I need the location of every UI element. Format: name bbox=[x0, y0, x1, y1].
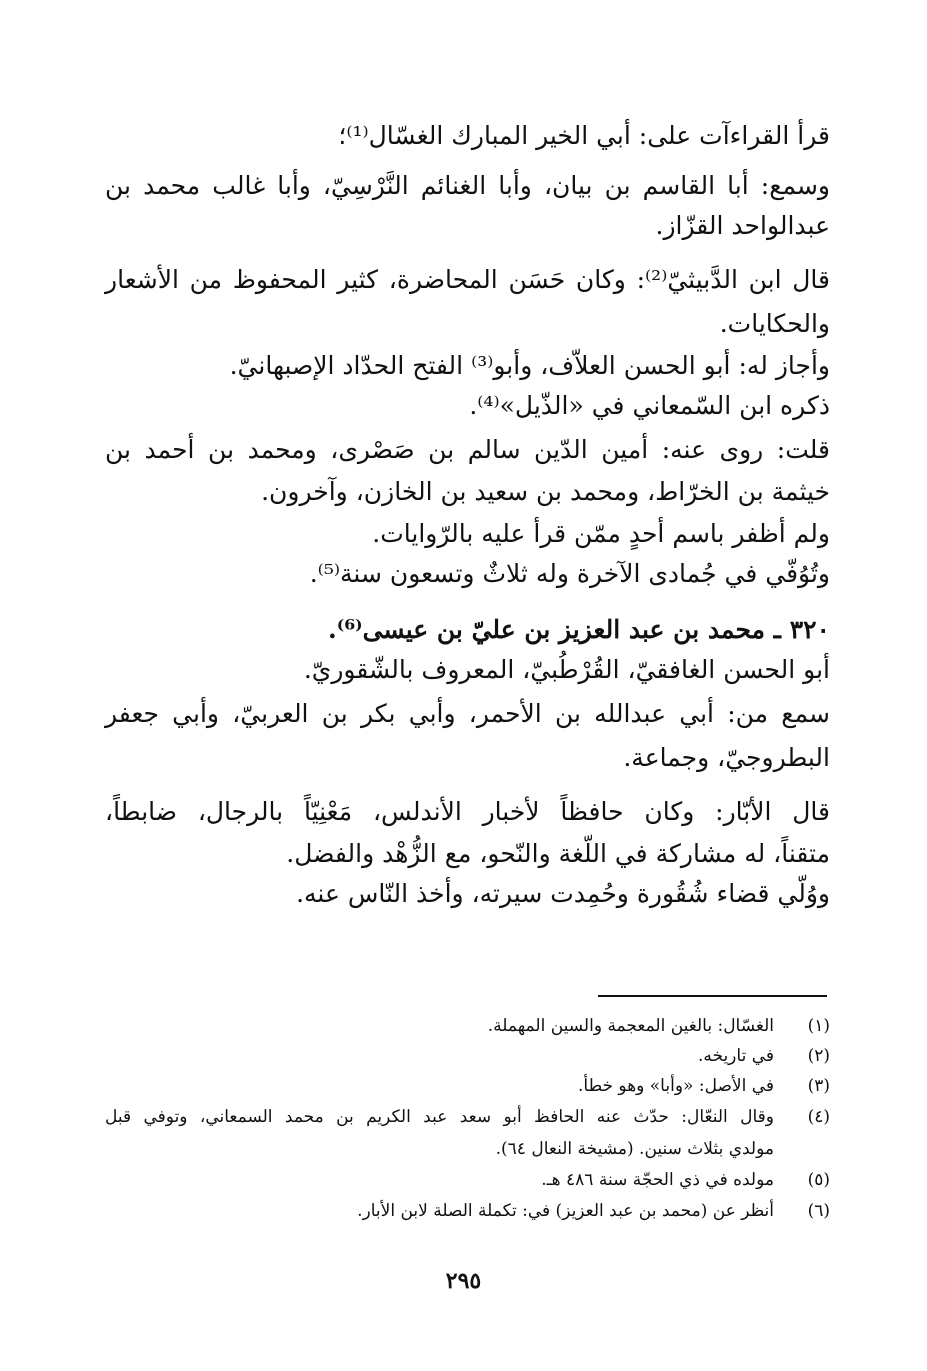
text-line: سمع من: أبي عبدالله بن الأحمر، وأبي بكر بن العربيّ، وأبي جعفر bbox=[105, 699, 830, 728]
page-number: ٢٩٥ bbox=[445, 1268, 482, 1294]
text-line: قلت: روى عنه: أمين الدّين سالم بن صَصْرى، ومحمد بن أحمد بن bbox=[105, 435, 830, 464]
footnote bbox=[105, 1013, 830, 1039]
footnote-text: في تاريخه. bbox=[697, 1046, 774, 1066]
footnote-text: في الأصل: «وأبا» وهو خطأ. bbox=[577, 1076, 774, 1096]
footnote-text: وقال النعّال: حدّث عنه الحافظ أبو سعد عبد الكريم بن محمد السمعاني، وتوفي قبل bbox=[105, 1107, 774, 1127]
text-line: ذكره ابن السّمعاني في «الذّيل»⁽⁴⁾. bbox=[469, 391, 830, 420]
entry-heading: ٣٢٠ ـ محمد بن عبد العزيز بن عليّ بن عيسى⁽⁶⁾. bbox=[328, 615, 830, 644]
text-line: ولم أظفر باسم أحدٍ ممّن قرأ عليه بالرّوايات. bbox=[372, 519, 830, 548]
footnote-text: أنظر عن (محمد بن عبد العزيز) في: تكملة الصلة لابن الأبار. bbox=[357, 1201, 774, 1221]
footnote bbox=[105, 1167, 830, 1193]
footnote-number: (١) bbox=[807, 1016, 830, 1036]
footnote-text: الغسّال: بالغين المعجمة والسين المهملة. bbox=[487, 1016, 774, 1036]
text-line: قال ابن الدَّبيثيّ⁽²⁾: وكان حَسَن المحاضرة، كثير المحفوظ من الأشعار bbox=[105, 265, 830, 294]
footnote-number: (٤) bbox=[807, 1107, 830, 1127]
text-line: ووُلّي قضاء شُقُورة وحُمِدت سيرته، وأخذ النّاس عنه. bbox=[296, 879, 830, 908]
text-line: قرأ القراءآت على: أبي الخير المبارك الغسّال⁽¹⁾؛ bbox=[338, 121, 830, 150]
footnote-text: مولدي بثلاث سنين. (مشيخة النعال ٦٤). bbox=[495, 1139, 774, 1159]
footnote-number: (٢) bbox=[807, 1046, 830, 1066]
footnote bbox=[105, 1104, 830, 1130]
text-line: متقناً، له مشاركة في اللّغة والنّحو، مع الزُّهْد والفضل. bbox=[286, 839, 830, 868]
text-line: وأجاز له: أبو الحسن العلاّف، وأبو⁽³⁾ الفتح الحدّاد الإصبهانيّ. bbox=[229, 351, 830, 380]
footnote-text: مولده في ذي الحجّة سنة ٤٨٦ هـ. bbox=[541, 1170, 774, 1190]
footnote bbox=[105, 1073, 830, 1099]
footnote bbox=[105, 1043, 830, 1069]
text-line: وتُوُفّي في جُمادى الآخرة وله ثلاثٌ وتسعون سنة⁽⁵⁾. bbox=[309, 559, 830, 588]
text-line: خيثمة بن الخرّاط، ومحمد بن سعيد بن الخازن، وآخرون. bbox=[261, 477, 830, 506]
footnote-number: (٦) bbox=[807, 1201, 830, 1221]
text-line: البطروجيّ، وجماعة. bbox=[623, 743, 830, 772]
text-line: أبو الحسن الغافقيّ، القُرْطُبيّ، المعروف بالشّقوريّ. bbox=[303, 655, 830, 684]
footnote bbox=[105, 1198, 830, 1224]
text-line: والحكايات. bbox=[719, 309, 830, 338]
footnote-separator bbox=[598, 995, 827, 997]
footnote-number: (٥) bbox=[807, 1170, 830, 1190]
text-line: قال الأبّار: وكان حافظاً لأخبار الأندلس، مَعْنِيّاً بالرجال، ضابطاً، bbox=[105, 797, 830, 826]
text-line: عبدالواحد القزّاز. bbox=[655, 211, 830, 240]
footnote-continuation bbox=[105, 1136, 830, 1162]
footnote-number: (٣) bbox=[807, 1076, 830, 1096]
footnote-number bbox=[774, 1136, 830, 1162]
text-line: وسمع: أبا القاسم بن بيان، وأبا الغنائم النَّرْسِيّ، وأبا غالب محمد بن bbox=[105, 171, 830, 200]
